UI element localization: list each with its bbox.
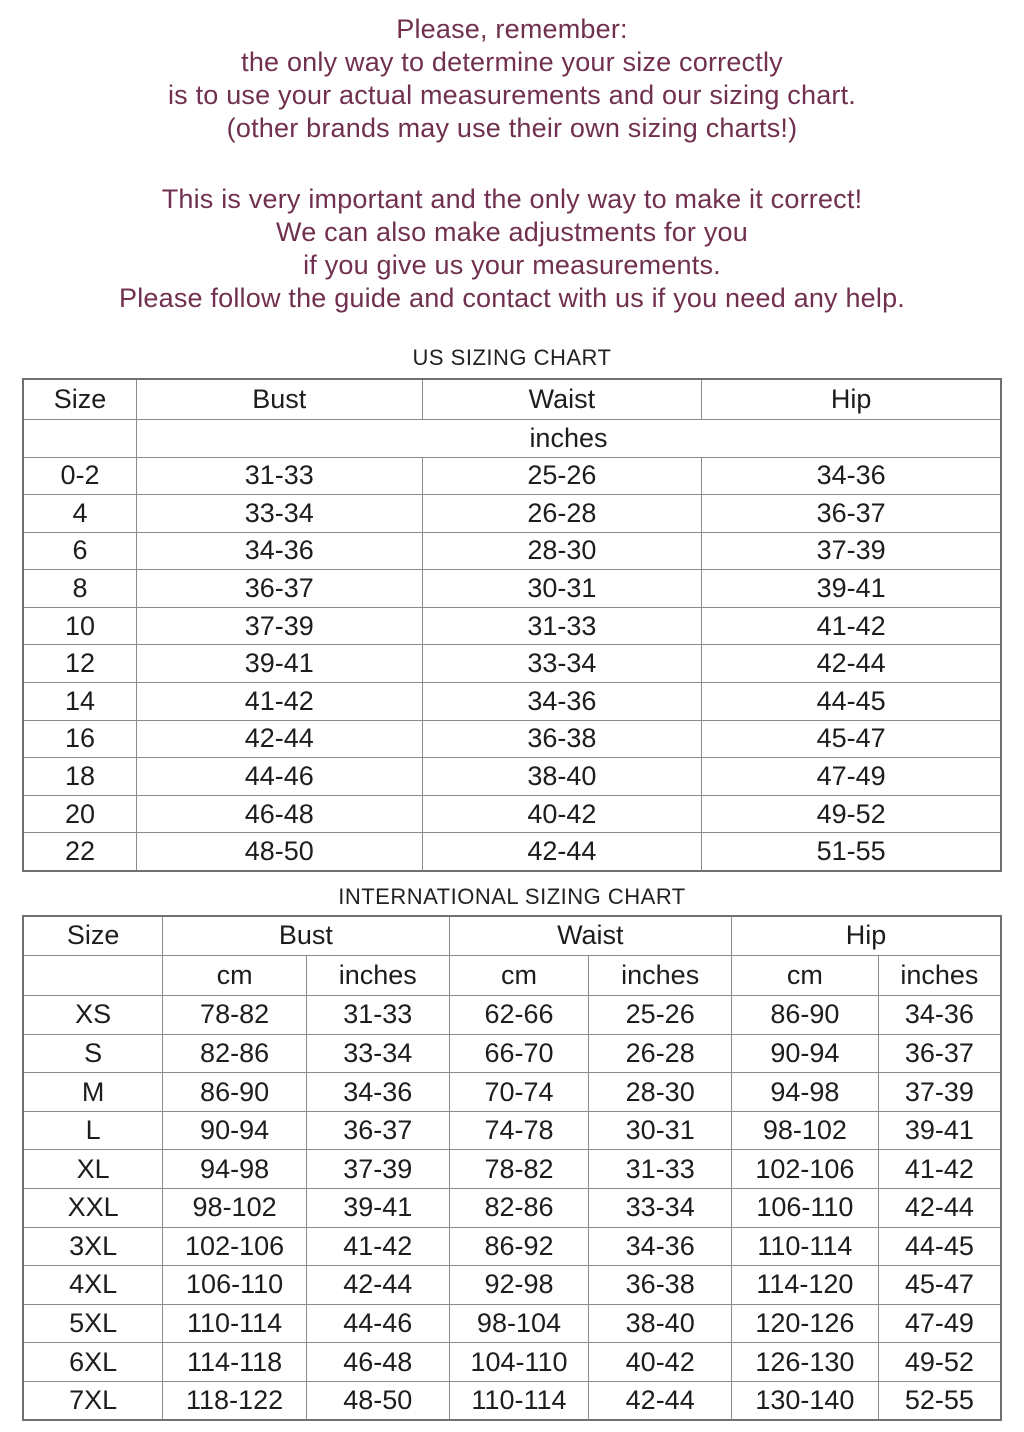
size-cell: XS	[23, 996, 163, 1035]
measurement-cell: 82-86	[163, 1034, 307, 1073]
measurement-cell: 36-37	[136, 570, 422, 608]
measurement-cell: 126-130	[732, 1343, 879, 1382]
table-row	[23, 1266, 1001, 1305]
measurement-cell: 40-42	[422, 795, 702, 833]
size-cell: 0-2	[23, 457, 136, 495]
measurement-cell: 44-46	[136, 758, 422, 796]
intro-text-block	[0, 0, 1024, 315]
measurement-cell: 104-110	[449, 1343, 589, 1382]
unit-cell-waist-cm: cm	[449, 956, 589, 996]
measurement-cell: 34-36	[878, 996, 1001, 1035]
measurement-cell: 118-122	[163, 1381, 307, 1420]
empty-cell	[23, 419, 136, 457]
size-cell: L	[23, 1111, 163, 1150]
size-cell: 14	[23, 683, 136, 721]
table-row	[23, 1304, 1001, 1343]
measurement-cell: 48-50	[136, 833, 422, 871]
measurement-cell: 66-70	[449, 1034, 589, 1073]
measurement-cell: 42-44	[878, 1189, 1001, 1228]
measurement-cell: 36-37	[878, 1034, 1001, 1073]
intro-line: We can also make adjustments for you	[276, 217, 748, 247]
measurement-cell: 42-44	[136, 720, 422, 758]
measurement-cell: 45-47	[878, 1266, 1001, 1305]
table-row	[23, 1189, 1001, 1228]
measurement-cell: 28-30	[422, 532, 702, 570]
intro-paragraph-2	[0, 183, 1024, 315]
measurement-cell: 130-140	[732, 1381, 879, 1420]
table-row	[23, 720, 1001, 758]
unit-cell-bust-inches: inches	[306, 956, 449, 996]
size-cell: 8	[23, 570, 136, 608]
measurement-cell: 90-94	[163, 1111, 307, 1150]
us-col-hip: Hip	[702, 379, 1001, 419]
intl-col-hip: Hip	[732, 916, 1001, 956]
measurement-cell: 106-110	[163, 1266, 307, 1305]
measurement-cell: 38-40	[589, 1304, 732, 1343]
measurement-cell: 106-110	[732, 1189, 879, 1228]
table-row	[23, 645, 1001, 683]
measurement-cell: 114-120	[732, 1266, 879, 1305]
measurement-cell: 26-28	[589, 1034, 732, 1073]
table-row	[23, 1111, 1001, 1150]
measurement-cell: 110-114	[449, 1381, 589, 1420]
table-row	[23, 607, 1001, 645]
measurement-cell: 33-34	[306, 1034, 449, 1073]
us-table-header-row	[23, 379, 1001, 419]
us-table-unit-row	[23, 419, 1001, 457]
intl-col-bust: Bust	[163, 916, 449, 956]
intro-paragraph-1	[0, 13, 1024, 145]
measurement-cell: 86-90	[732, 996, 879, 1035]
measurement-cell: 98-102	[163, 1189, 307, 1228]
measurement-cell: 49-52	[702, 795, 1001, 833]
measurement-cell: 31-33	[136, 457, 422, 495]
measurement-cell: 34-36	[422, 683, 702, 721]
table-row	[23, 1034, 1001, 1073]
intl-table-body	[23, 996, 1001, 1421]
intro-line: if you give us your measurements.	[303, 250, 721, 280]
measurement-cell: 42-44	[422, 833, 702, 871]
measurement-cell: 46-48	[306, 1343, 449, 1382]
measurement-cell: 34-36	[136, 532, 422, 570]
table-row	[23, 833, 1001, 871]
us-sizing-table	[22, 378, 1002, 872]
measurement-cell: 44-45	[702, 683, 1001, 721]
measurement-cell: 44-46	[306, 1304, 449, 1343]
us-chart-title: US SIZING CHART	[412, 345, 612, 370]
intl-sizing-table	[22, 915, 1002, 1422]
measurement-cell: 110-114	[163, 1304, 307, 1343]
empty-cell	[23, 956, 163, 996]
measurement-cell: 25-26	[422, 457, 702, 495]
measurement-cell: 98-104	[449, 1304, 589, 1343]
size-cell: 18	[23, 758, 136, 796]
measurement-cell: 30-31	[422, 570, 702, 608]
measurement-cell: 28-30	[589, 1073, 732, 1112]
unit-cell-bust-cm: cm	[163, 956, 307, 996]
measurement-cell: 49-52	[878, 1343, 1001, 1382]
measurement-cell: 40-42	[589, 1343, 732, 1382]
size-cell: XL	[23, 1150, 163, 1189]
size-cell: 12	[23, 645, 136, 683]
size-cell: XXL	[23, 1189, 163, 1228]
measurement-cell: 34-36	[702, 457, 1001, 495]
measurement-cell: 45-47	[702, 720, 1001, 758]
unit-label-cell: inches	[136, 419, 1001, 457]
table-row	[23, 1227, 1001, 1266]
size-cell: 22	[23, 833, 136, 871]
size-cell: 6	[23, 532, 136, 570]
measurement-cell: 46-48	[136, 795, 422, 833]
intro-line: is to use your actual measurements and our sizing chart.	[167, 80, 857, 110]
measurement-cell: 86-90	[163, 1073, 307, 1112]
table-row	[23, 532, 1001, 570]
measurement-cell: 114-118	[163, 1343, 307, 1382]
measurement-cell: 30-31	[589, 1111, 732, 1150]
table-row	[23, 758, 1001, 796]
table-row	[23, 996, 1001, 1035]
measurement-cell: 36-37	[702, 495, 1001, 533]
measurement-cell: 42-44	[702, 645, 1001, 683]
measurement-cell: 39-41	[136, 645, 422, 683]
measurement-cell: 110-114	[732, 1227, 879, 1266]
measurement-cell: 41-42	[878, 1150, 1001, 1189]
us-table-body	[23, 457, 1001, 871]
measurement-cell: 38-40	[422, 758, 702, 796]
size-cell: 4XL	[23, 1266, 163, 1305]
us-col-size: Size	[23, 379, 136, 419]
measurement-cell: 51-55	[702, 833, 1001, 871]
measurement-cell: 90-94	[732, 1034, 879, 1073]
table-row	[23, 570, 1001, 608]
intl-col-size: Size	[23, 916, 163, 956]
size-cell: S	[23, 1034, 163, 1073]
measurement-cell: 86-92	[449, 1227, 589, 1266]
measurement-cell: 39-41	[702, 570, 1001, 608]
measurement-cell: 42-44	[589, 1381, 732, 1420]
size-cell: 16	[23, 720, 136, 758]
measurement-cell: 33-34	[589, 1189, 732, 1228]
measurement-cell: 42-44	[306, 1266, 449, 1305]
table-row	[23, 1073, 1001, 1112]
measurement-cell: 41-42	[306, 1227, 449, 1266]
measurement-cell: 94-98	[732, 1073, 879, 1112]
unit-cell-hip-cm: cm	[732, 956, 879, 996]
measurement-cell: 33-34	[422, 645, 702, 683]
measurement-cell: 102-106	[732, 1150, 879, 1189]
measurement-cell: 36-38	[422, 720, 702, 758]
measurement-cell: 37-39	[306, 1150, 449, 1189]
intl-table-subheader-row	[23, 956, 1001, 996]
measurement-cell: 82-86	[449, 1189, 589, 1228]
size-cell: 10	[23, 607, 136, 645]
measurement-cell: 74-78	[449, 1111, 589, 1150]
measurement-cell: 34-36	[589, 1227, 732, 1266]
measurement-cell: 47-49	[878, 1304, 1001, 1343]
measurement-cell: 39-41	[306, 1189, 449, 1228]
us-col-bust: Bust	[136, 379, 422, 419]
measurement-cell: 98-102	[732, 1111, 879, 1150]
measurement-cell: 41-42	[702, 607, 1001, 645]
intro-line: Please follow the guide and contact with us if you need any help.	[118, 283, 905, 313]
measurement-cell: 92-98	[449, 1266, 589, 1305]
measurement-cell: 70-74	[449, 1073, 589, 1112]
measurement-cell: 37-39	[702, 532, 1001, 570]
size-cell: 4	[23, 495, 136, 533]
table-row	[23, 1150, 1001, 1189]
measurement-cell: 120-126	[732, 1304, 879, 1343]
measurement-cell: 48-50	[306, 1381, 449, 1420]
measurement-cell: 31-33	[422, 607, 702, 645]
measurement-cell: 94-98	[163, 1150, 307, 1189]
intro-line: This is very important and the only way to make it correct!	[161, 184, 863, 214]
measurement-cell: 39-41	[878, 1111, 1001, 1150]
size-cell: 5XL	[23, 1304, 163, 1343]
intl-chart-title: INTERNATIONAL SIZING CHART	[338, 883, 686, 909]
measurement-cell: 31-33	[589, 1150, 732, 1189]
size-cell: 3XL	[23, 1227, 163, 1266]
measurement-cell: 52-55	[878, 1381, 1001, 1420]
table-row	[23, 1343, 1001, 1382]
measurement-cell: 25-26	[589, 996, 732, 1035]
table-row	[23, 495, 1001, 533]
intro-line: Please, remember:	[396, 14, 628, 44]
measurement-cell: 44-45	[878, 1227, 1001, 1266]
measurement-cell: 33-34	[136, 495, 422, 533]
measurement-cell: 31-33	[306, 996, 449, 1035]
measurement-cell: 37-39	[136, 607, 422, 645]
measurement-cell: 47-49	[702, 758, 1001, 796]
intro-line: (other brands may use their own sizing charts!)	[226, 113, 798, 143]
measurement-cell: 41-42	[136, 683, 422, 721]
table-row	[23, 795, 1001, 833]
size-cell: 6XL	[23, 1343, 163, 1382]
unit-cell-waist-inches: inches	[589, 956, 732, 996]
us-col-waist: Waist	[422, 379, 702, 419]
intl-table-header-row	[23, 916, 1001, 956]
us-chart-section	[0, 345, 1024, 872]
measurement-cell: 26-28	[422, 495, 702, 533]
measurement-cell: 62-66	[449, 996, 589, 1035]
measurement-cell: 37-39	[878, 1073, 1001, 1112]
measurement-cell: 36-37	[306, 1111, 449, 1150]
intro-line: the only way to determine your size correctly	[241, 47, 783, 77]
measurement-cell: 34-36	[306, 1073, 449, 1112]
unit-cell-hip-inches: inches	[878, 956, 1001, 996]
size-cell: 20	[23, 795, 136, 833]
table-row	[23, 1381, 1001, 1420]
table-row	[23, 457, 1001, 495]
measurement-cell: 78-82	[163, 996, 307, 1035]
measurement-cell: 78-82	[449, 1150, 589, 1189]
size-cell: M	[23, 1073, 163, 1112]
measurement-cell: 102-106	[163, 1227, 307, 1266]
table-row	[23, 683, 1001, 721]
intl-chart-section	[0, 884, 1024, 1422]
measurement-cell: 36-38	[589, 1266, 732, 1305]
size-cell: 7XL	[23, 1381, 163, 1420]
intl-col-waist: Waist	[449, 916, 731, 956]
